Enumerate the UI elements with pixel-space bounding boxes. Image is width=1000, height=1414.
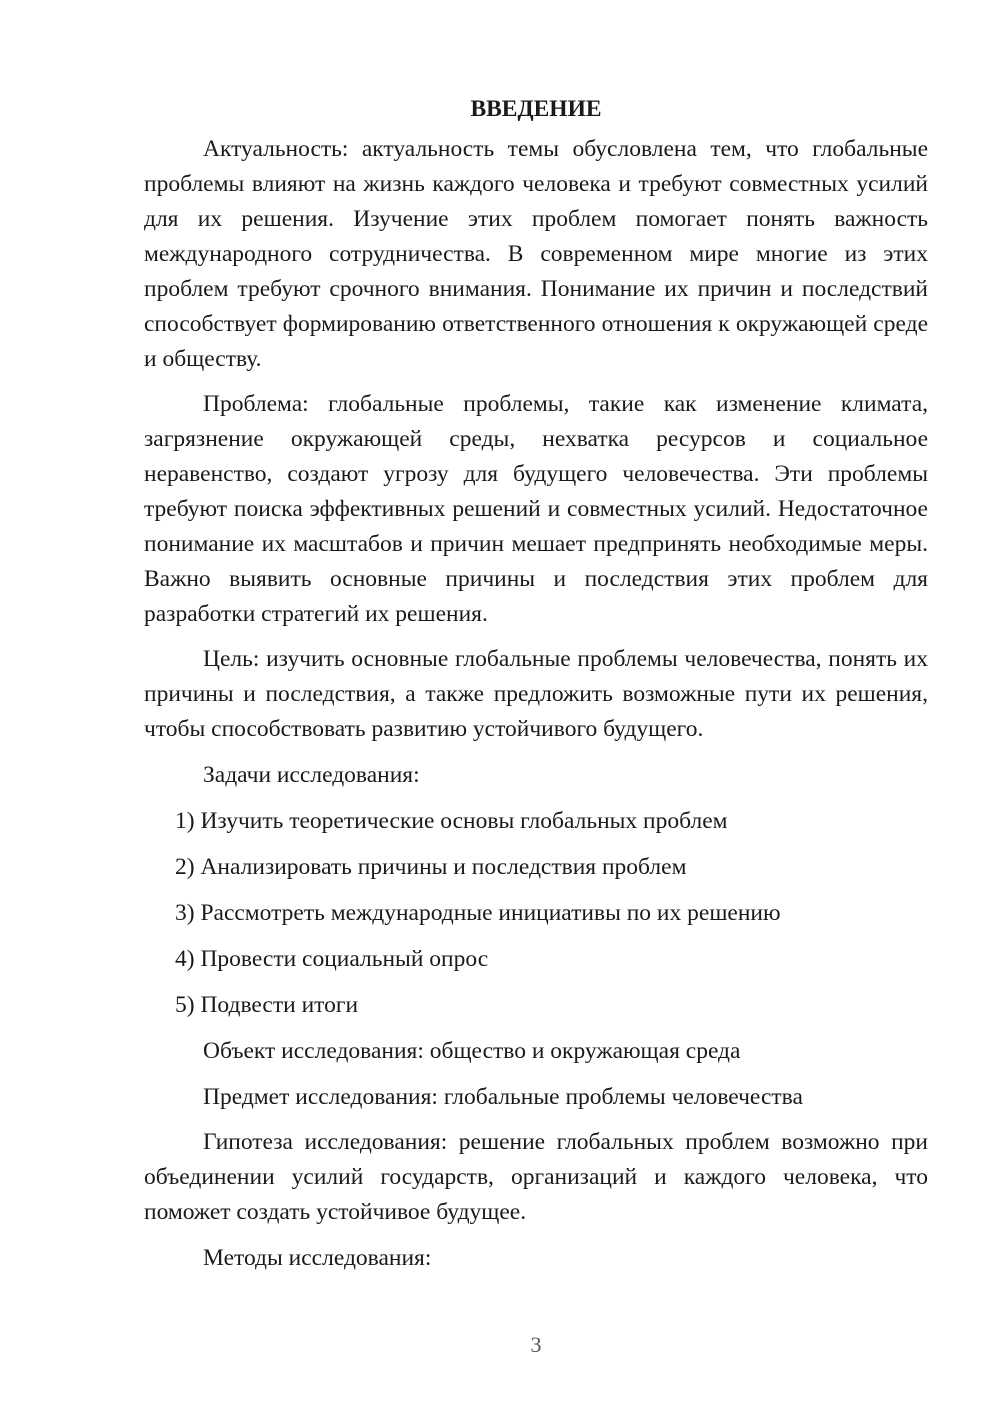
goal-paragraph: Цель: изучить основные глобальные проблемы человечества, понять их причины и последствия, а также предложить возможные пути их решения, чтобы способствовать развитию устойчивого будущего.: [144, 646, 928, 742]
task-item: 5) Подвести итоги: [175, 992, 359, 1018]
methods-heading: Методы исследования:: [203, 1245, 432, 1271]
relevance-paragraph: Актуальность: актуальность темы обусловлена тем, что глобальные проблемы влияют на жизнь каждого человека и требуют совместных усилий для их решения. Изучение этих проблем помогает понять важность международного сотрудничества. В современном мире многие из этих проблем требуют срочного внимания. Понимание их причин и последствий способствует формированию ответственного отношения к окружающей среде и обществу.: [144, 136, 928, 372]
research-subject: Предмет исследования: глобальные проблемы человечества: [203, 1084, 803, 1110]
task-item: 3) Рассмотреть международные инициативы по их решению: [175, 900, 781, 926]
task-item: 1) Изучить теоретические основы глобальных проблем: [175, 808, 728, 834]
research-object: Объект исследования: общество и окружающая среда: [203, 1038, 741, 1064]
hypothesis-paragraph: Гипотеза исследования: решение глобальных проблем возможно при объединении усилий государств, организаций и каждого человека, что поможет создать устойчивое будущее.: [144, 1129, 928, 1225]
problem-paragraph: Проблема: глобальные проблемы, такие как изменение климата, загрязнение окружающей среды, нехватка ресурсов и социальное неравенство, создают угрозу для будущего человечества. Эти проблемы требуют поиска эффективных решений и совместных усилий. Недостаточное понимание их масштабов и причин мешает предпринять необходимые меры. Важно выявить основные причины и последствия этих проблем для разработки стратегий их решения.: [144, 391, 928, 627]
page-title: ВВЕДЕНИЕ: [470, 96, 602, 122]
task-item: 2) Анализировать причины и последствия проблем: [175, 854, 687, 880]
page-number: 3: [530, 1332, 542, 1357]
tasks-heading: Задачи исследования:: [203, 762, 420, 788]
task-item: 4) Провести социальный опрос: [175, 946, 489, 972]
page-content: [144, 92, 928, 1286]
tasks-list: [144, 803, 928, 1023]
